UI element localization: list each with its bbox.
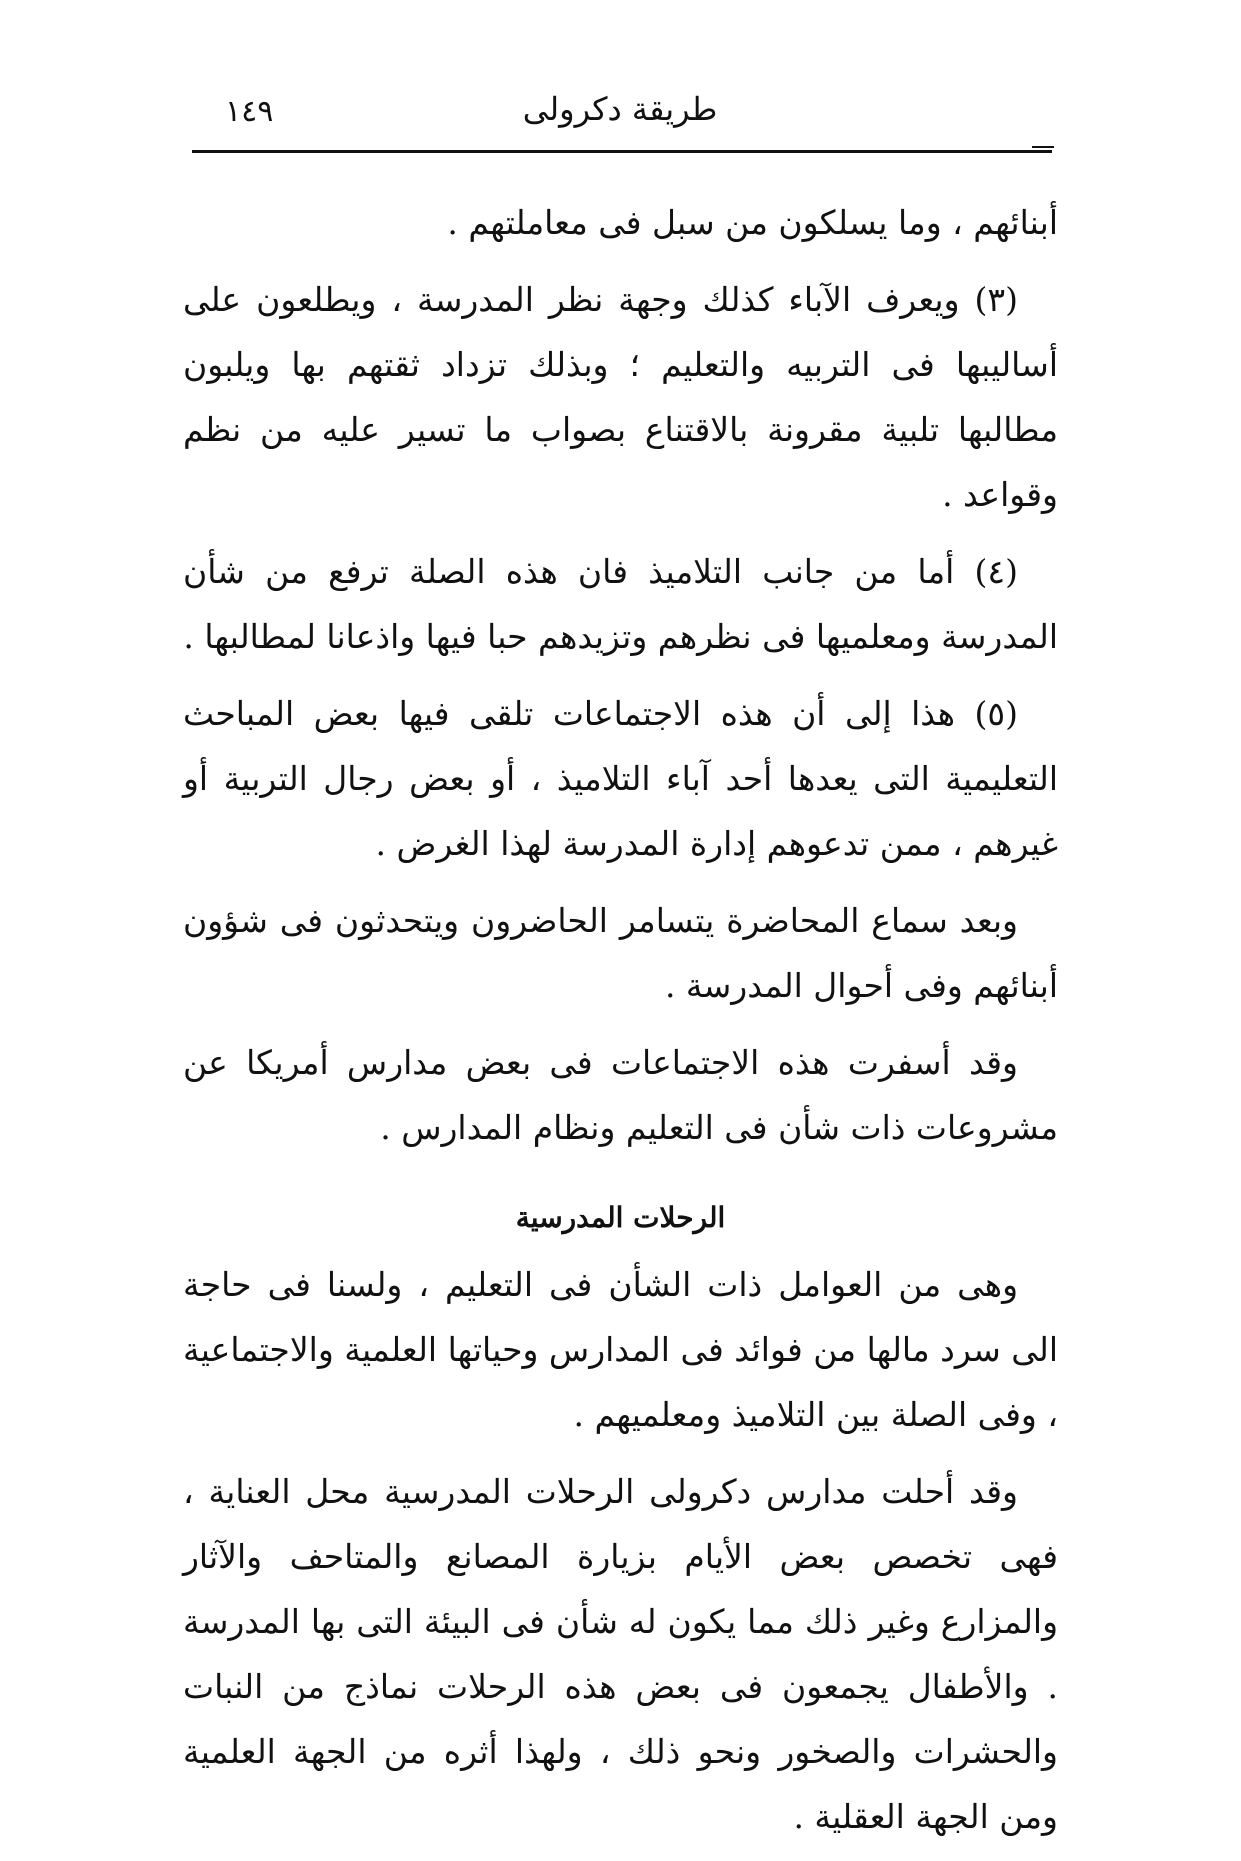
running-title: طريقة دكرولى xyxy=(522,90,718,128)
paragraph-trips-intro: وهى من العوامل ذات الشأن فى التعليم ، ولسنا فى حاجة الى سرد مالها من فوائد فى المدارس وحياتها العلمية والاجتماعية ، وفى الصلة بين التلاميذ ومعلميهم . xyxy=(183,1265,1058,1434)
page-number: ١٤٩ xyxy=(225,94,274,129)
paragraph-point-4: (٤) أما من جانب التلاميذ فان هذه الصلة ترفع من شأن المدرسة ومعلميها فى نظرهم وتزيدهم حبا فيها واذعانا لمطالبها . xyxy=(183,552,1058,656)
header-rule xyxy=(192,150,1052,153)
paragraph-america: وقد أسفرت هذه الاجتماعات فى بعض مدارس أمريكا عن مشروعات ذات شأن فى التعليم ونظام المدارس . xyxy=(183,1043,1058,1147)
paragraph-point-5: (٥) هذا إلى أن هذه الاجتماعات تلقى فيها بعض المباحث التعليمية التى يعدها أحد آباء التلاميذ ، أو بعض رجال التربية أو غيرهم ، ممن تدعوهم إدارة المدرسة لهذا الغرض . xyxy=(183,694,1058,863)
body-text xyxy=(183,190,1058,1861)
paragraph-point-3: (٣) ويعرف الآباء كذلك وجهة نظر المدرسة ، ويطلعون على أساليبها فى التربيه والتعليم ؛ وبذلك تزداد ثقتهم بها ويلبون مطالبها تلبية مقرونة بالاقتناع بصواب ما تسير عليه من نظم وقواعد . xyxy=(183,280,1058,514)
paragraph-lecture: وبعد سماع المحاضرة يتسامر الحاضرون ويتحدثون فى شؤون أبنائهم وفى أحوال المدرسة . xyxy=(183,901,1058,1005)
header-rule-tick xyxy=(1032,146,1054,148)
running-head xyxy=(185,88,1055,148)
section-heading: الرحلات المدرسية xyxy=(515,1201,726,1234)
paragraph-continuation: أبنائهم ، وما يسلكون من سبل فى معاملتهم . xyxy=(447,203,1058,242)
paragraph-trips-decroly: وقد أحلت مدارس دكرولى الرحلات المدرسية محل العناية ، فهى تخصص بعض الأيام بزيارة المصانع والمتاحف والآثار والمزارع وغير ذلك مما يكون له شأن فى البيئة التى بها المدرسة . والأطفال يجمعون فى بعض هذه الرحلات نماذج من النبات والحشرات والصخور ونحو ذلك ، ولهذا أثره من الجهة العلمية ومن الجهة العقلية . xyxy=(183,1472,1058,1836)
